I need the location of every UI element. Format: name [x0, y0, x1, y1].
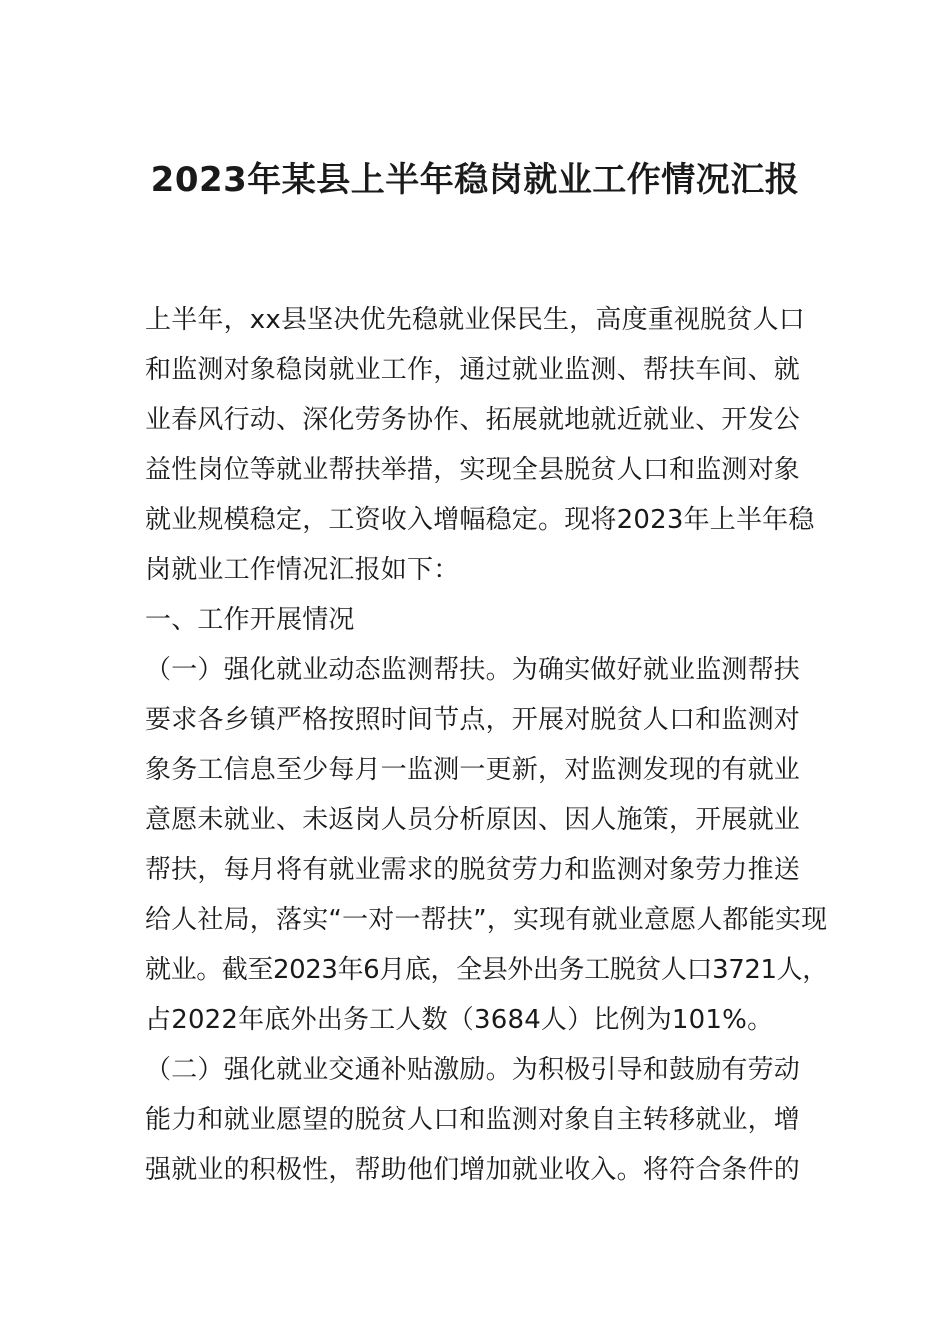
body-line: 就业。截至2023年6月底，全县外出务工脱贫人口3721人， [145, 955, 828, 985]
body-line: 强就业的积极性，帮助他们增加就业收入。将符合条件的 [145, 1155, 801, 1185]
body-line: 岗就业工作情况汇报如下： [145, 555, 460, 585]
body-line: 给人社局，落实“一对一帮扶”，实现有就业意愿人都能实现 [145, 905, 828, 935]
subsection-heading-line: （二）强化就业交通补贴激励。为积极引导和鼓励有劳动 [145, 1055, 801, 1085]
subsection-heading-line: （一）强化就业动态监测帮扶。为确实做好就业监测帮扶 [145, 655, 801, 685]
body-line: 业春风行动、深化劳务协作、拓展就地就近就业、开发公 [145, 405, 801, 435]
body-line: 上半年，xx县坚决优先稳就业保民生，高度重视脱贫人口 [145, 305, 805, 335]
document-body [145, 295, 828, 1195]
body-line: 益性岗位等就业帮扶举措，实现全县脱贫人口和监测对象 [145, 455, 801, 485]
body-line: 和监测对象稳岗就业工作，通过就业监测、帮扶车间、就 [145, 355, 801, 385]
body-line: 能力和就业愿望的脱贫人口和监测对象自主转移就业，增 [145, 1105, 801, 1135]
body-line: 占2022年底外出务工人数（3684人）比例为101%。 [145, 1005, 774, 1035]
body-line: 要求各乡镇严格按照时间节点，开展对脱贫人口和监测对 [145, 705, 801, 735]
body-line: 帮扶，每月将有就业需求的脱贫劳力和监测对象劳力推送 [145, 855, 801, 885]
document-title: 2023年某县上半年稳岗就业工作情况汇报 [150, 160, 800, 200]
body-line: 意愿未就业、未返岗人员分析原因、因人施策，开展就业 [145, 805, 801, 835]
body-line: 象务工信息至少每月一监测一更新，对监测发现的有就业 [145, 755, 801, 785]
section-heading: 一、工作开展情况 [145, 605, 355, 635]
body-line: 就业规模稳定，工资收入增幅稳定。现将2023年上半年稳 [145, 505, 815, 535]
